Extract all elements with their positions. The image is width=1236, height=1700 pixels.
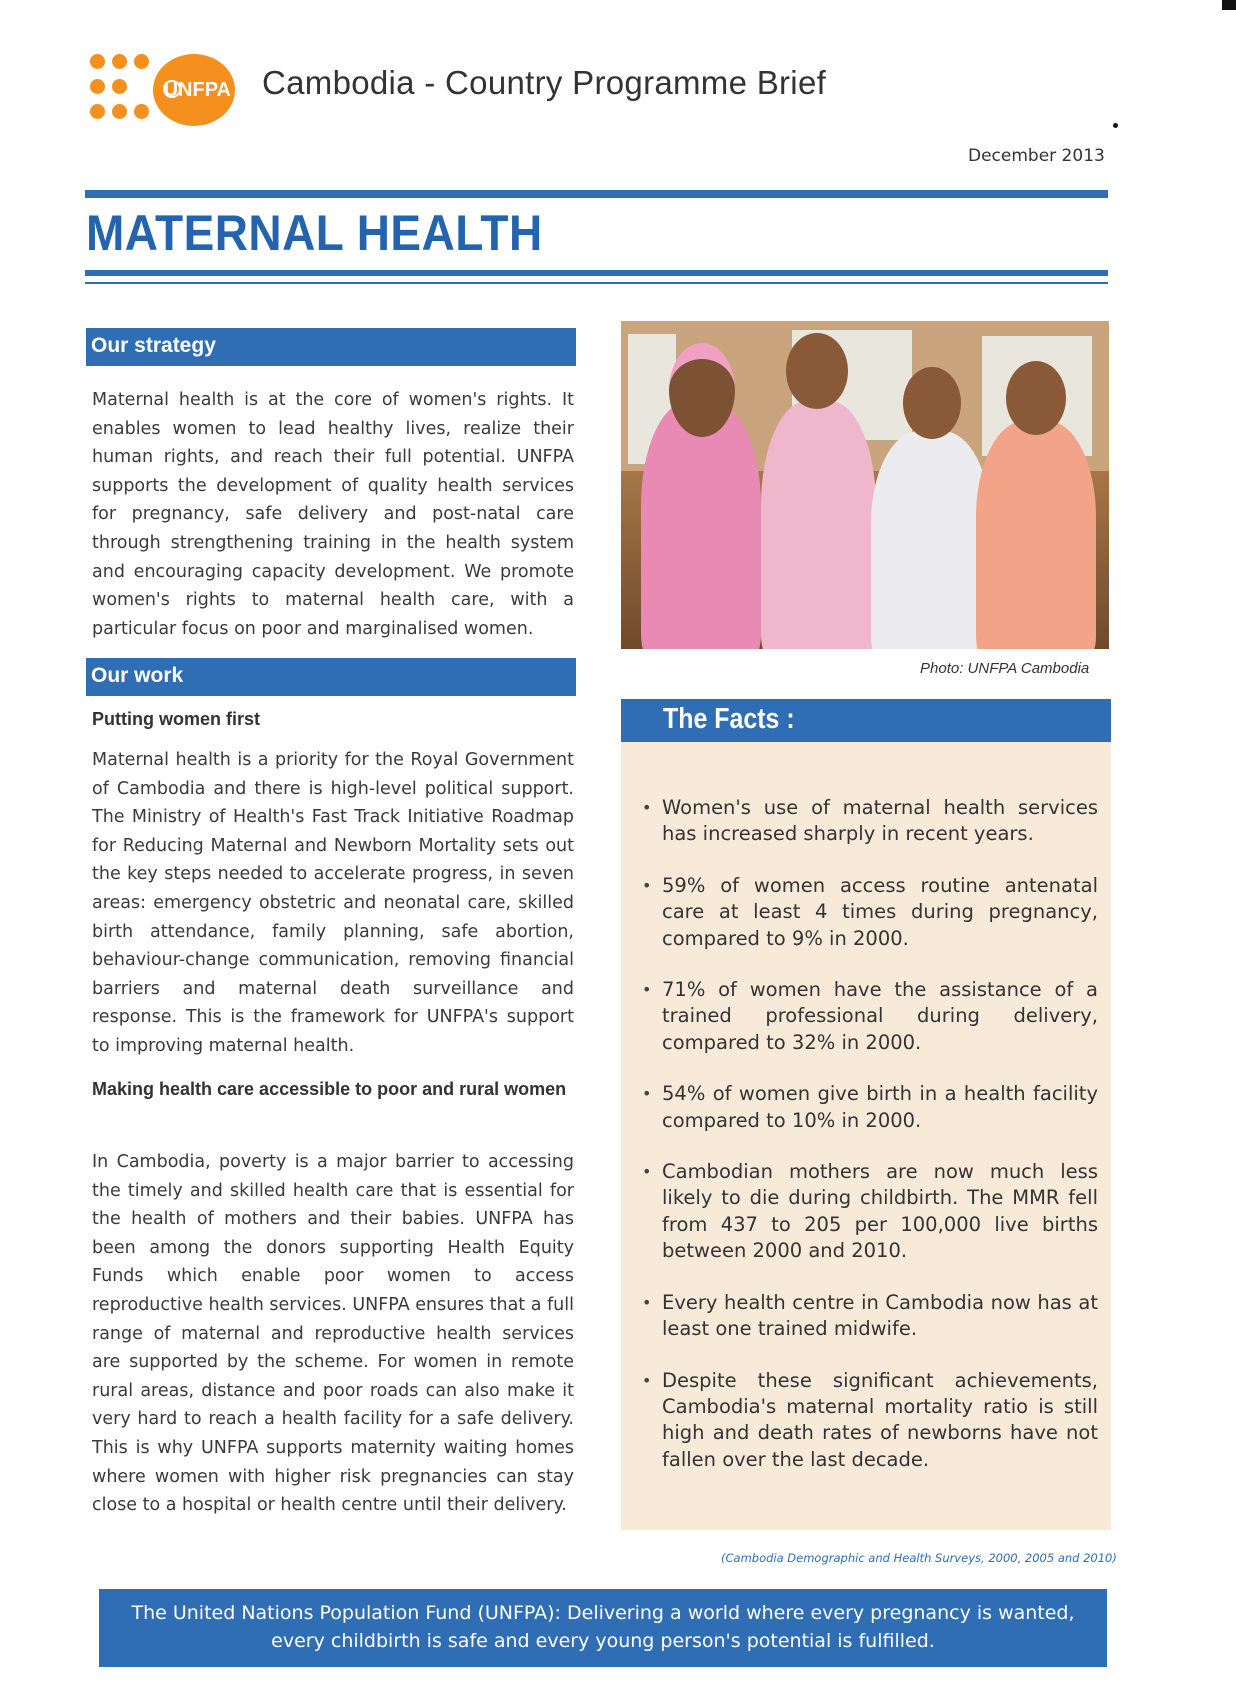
logo-dot: [90, 54, 105, 69]
footer-line-2: every childbirth is safe and every young person's potential is fulfilled.: [271, 1630, 935, 1652]
facts-list: [638, 795, 1098, 1498]
woman-figure: [761, 401, 876, 649]
woman-figure: [871, 431, 991, 649]
section-heading-work: Our work: [86, 658, 576, 696]
fact-item: • Women's use of maternal health services has increased sharply in recent years.: [638, 795, 1098, 848]
work-paragraph-1: [92, 746, 574, 1061]
work-text-2: In Cambodia, poverty is a major barrier to accessing the timely and skilled health care that is essential for the health of mothers and their babies. UNFPA has been among the donors supporting Health Equity Funds which enable poor women to access reproductive health services. UNFPA ensures that a full range of maternal and reproductive health services are supported by the scheme. For women in remote rural areas, distance and poor roads can also make it very hard to reach a health facility for a safe delivery. This is why UNFPA supports maternity waiting homes where women with higher risk pregnancies can stay close to a hospital or health centre until their delivery.: [92, 1152, 574, 1516]
publication-date: December 2013: [968, 146, 1105, 166]
woman-figure: [976, 421, 1096, 649]
logo-dot: [112, 104, 127, 119]
un-emblem-icon: [163, 80, 181, 98]
photo-pregnant-women: [621, 321, 1109, 649]
footer-line-1: The United Nations Population Fund (UNFPA): Delivering a world where every pregnancy is wanted,: [131, 1602, 1075, 1624]
woman-head: [903, 367, 961, 439]
scan-dot: [1113, 123, 1118, 128]
photo-credit: Photo: UNFPA Cambodia: [920, 660, 1090, 677]
logo-dot: [90, 79, 105, 94]
work-text-1: Maternal health is a priority for the Royal Government of Cambodia and there is high-level political support. The Ministry of Health's Fast Track Initiative Roadmap for Reducing Maternal and Newborn Mortality sets out the key steps needed to accelerate progress, in seven areas: emergency obstetric and neonatal care, skilled birth attendance, family planning, safe abortion, behaviour-change communication, removing financial barriers and maternal death surveillance and response. This is the framework for UNFPA's support to improving maternal health.: [92, 750, 574, 1056]
logo-dot: [112, 79, 127, 94]
facts-heading: The Facts :: [663, 703, 795, 735]
woman-head: [669, 343, 735, 437]
work-paragraph-2: [92, 1148, 574, 1520]
fact-item: • Cambodian mothers are now much less likely to die during childbirth. The MMR fell from 437 to 205 per 100,000 live births between 2000 and 2010.: [638, 1159, 1098, 1265]
subheading-putting-women-first: Putting women first: [92, 709, 260, 729]
fact-item: • 59% of women access routine antenatal care at least 4 times during pregnancy, compared to 9% in 2000.: [638, 873, 1098, 952]
facts-heading-bar: [621, 699, 1111, 742]
page-title: MATERNAL HEALTH: [86, 205, 543, 261]
fact-item: • 71% of women have the assistance of a trained professional during delivery, compared to 32% in 2000.: [638, 977, 1098, 1056]
strategy-paragraph: [92, 386, 574, 643]
fact-item: • 54% of women give birth in a health facility compared to 10% in 2000.: [638, 1081, 1098, 1134]
brand-title: Cambodia - Country Programme Brief: [262, 64, 827, 101]
woman-head: [1006, 361, 1066, 435]
strategy-text: Maternal health is at the core of women's rights. It enables women to lead healthy lives, realize their human rights, and reach their full potential. UNFPA supports the development of quality health services for pregnancy, safe delivery and post-natal care through strengthening training in the health system and encouraging capacity development. We promote women's rights to maternal health care, with a particular focus on poor and marginalised women.: [92, 390, 574, 639]
logo-dot: [134, 104, 149, 119]
section-heading-strategy: Our strategy: [86, 328, 576, 366]
logo-dot: [90, 104, 105, 119]
title-rule-bottom: [85, 270, 1108, 276]
woman-figure: [641, 401, 761, 649]
woman-head: [786, 333, 848, 409]
fact-item: • Despite these significant achievements, Cambodia's maternal mortality ratio is still high and death rates of newborns have not fallen over the last decade.: [638, 1368, 1098, 1474]
logo-dot: [134, 54, 149, 69]
title-rule-top: [85, 190, 1108, 198]
facts-source: (Cambodia Demographic and Health Surveys, 2000, 2005 and 2010): [721, 1551, 1117, 1565]
logo-dot: [112, 54, 127, 69]
footer-banner: [99, 1589, 1107, 1667]
logo-badge: [153, 54, 235, 126]
title-rule-bottom-thin: [85, 282, 1108, 284]
scan-edge-mark: [1222, 0, 1236, 10]
fact-item: • Every health centre in Cambodia now has at least one trained midwife.: [638, 1290, 1098, 1343]
unfpa-logo: [86, 52, 256, 128]
logo-text: UNFPA: [163, 78, 231, 101]
subheading-accessible-care: Making health care accessible to poor and rural women: [92, 1079, 567, 1099]
